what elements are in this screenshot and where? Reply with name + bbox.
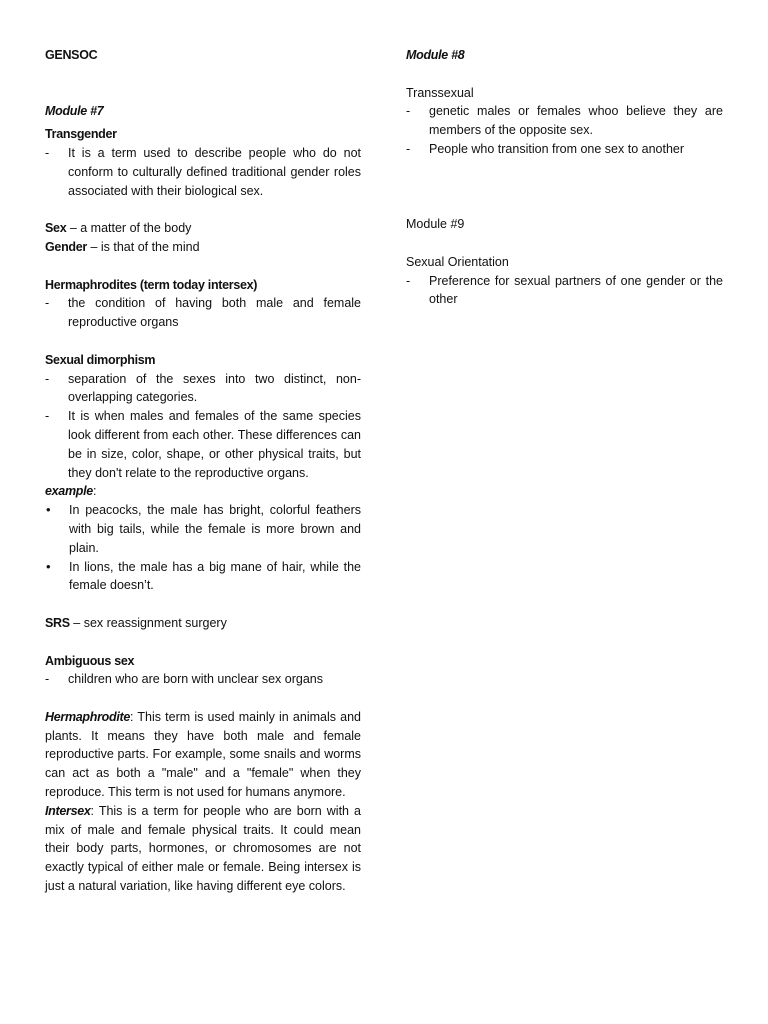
- dash-mark: -: [45, 145, 50, 160]
- transsexual-point-text: People who transition from one sex to another: [429, 141, 685, 156]
- ambiguous-definition-item: [45, 670, 361, 689]
- module8-heading: Module #8: [406, 48, 465, 62]
- hermaphrodites-definition-item: [45, 294, 361, 332]
- example-text: In lions, the male has a big mane of hair, while the female doesn’t.: [69, 559, 361, 593]
- bullet-mark: •: [46, 558, 51, 574]
- sex-rest: – a matter of the body: [66, 221, 192, 236]
- orientation-point: [406, 272, 723, 310]
- srs-definition: [45, 614, 361, 633]
- hermaphrodites-term: Hermaphrodites (term today intersex): [45, 277, 258, 292]
- ambiguous-definition: children who are born with unclear sex organs: [68, 672, 323, 687]
- orientation-term: Sexual Orientation: [406, 254, 509, 269]
- dash-mark: -: [45, 672, 50, 687]
- dash-mark: -: [406, 104, 411, 119]
- example-label: example: [45, 484, 93, 499]
- dimorphism-point-text: separation of the sexes into two distinct, non-overlapping categories.: [68, 371, 361, 405]
- transsexual-term: Transsexual: [406, 85, 474, 100]
- example-text: In peacocks, the male has bright, colorful feathers with big tails, while the female is more brown and plain.: [69, 503, 361, 555]
- dash-mark: -: [406, 141, 411, 156]
- ambiguous-term: Ambiguous sex: [45, 653, 135, 668]
- sex-definition: [45, 219, 361, 238]
- dash-mark: -: [45, 296, 50, 311]
- intersex-paragraph: [45, 802, 361, 896]
- dash-mark: -: [406, 273, 411, 288]
- dimorphism-term: Sexual dimorphism: [45, 352, 156, 367]
- gender-term: Gender: [45, 239, 87, 254]
- transsexual-point: [406, 102, 723, 140]
- dimorphism-point-text: It is when males and females of the same species look different from each other. These differences can be in size, color, shape, or other physical traits, but they don't relate to the reproductive organs.: [68, 409, 361, 480]
- intersex-term: Intersex: [45, 803, 91, 818]
- hermaphrodite-paragraph: [45, 708, 361, 802]
- transgender-definition: It is a term used to describe people who do not conform to culturally defined traditional gender roles associated with their biological sex.: [68, 145, 361, 198]
- dash-mark: -: [45, 371, 50, 386]
- sex-term: Sex: [45, 221, 67, 236]
- srs-term: SRS: [45, 615, 70, 630]
- srs-rest: – sex reassignment surgery: [69, 615, 227, 630]
- example-item: [45, 558, 361, 596]
- bullet-mark: •: [46, 502, 51, 518]
- example-colon: :: [92, 484, 97, 499]
- module7-heading: Module #7: [45, 104, 104, 119]
- hermaphrodites-definition: the condition of having both male and female reproductive organs: [68, 296, 361, 330]
- gender-rest: – is that of the mind: [86, 239, 200, 254]
- orientation-point-text: Preference for sexual partners of one gender or the other: [429, 273, 723, 307]
- example-label-line: [45, 482, 361, 501]
- intersex-text: : This is a term for people who are born with a mix of male and female physical traits. It could mean their body parts, hormones, or chromosomes are not exactly typical of either male or female. Being intersex is just a natural variation, like having different eye colors.: [45, 803, 361, 894]
- hermaphrodite-term: Hermaphrodite: [45, 709, 131, 724]
- right-column: [406, 46, 723, 309]
- left-column: [45, 46, 361, 896]
- gender-definition: [45, 238, 361, 257]
- module9-heading: Module #9: [406, 217, 465, 232]
- dimorphism-point: [45, 407, 361, 482]
- transsexual-point-text: genetic males or females whoo believe they are members of the opposite sex.: [429, 104, 723, 138]
- course-title: GENSOC: [45, 48, 98, 62]
- hermaphrodite-text: : This term is used mainly in animals and plants. It means they have both male and female reproductive parts. For example, some snails and worms can act as both a "male" and a "female" when they reproduce. This term is not used for humans anymore.: [45, 709, 361, 800]
- transsexual-point: [406, 140, 723, 159]
- dash-mark: -: [45, 409, 50, 424]
- dimorphism-point: [45, 370, 361, 408]
- transgender-definition-item: [45, 144, 361, 200]
- transgender-term: Transgender: [45, 127, 117, 142]
- example-item: [45, 501, 361, 557]
